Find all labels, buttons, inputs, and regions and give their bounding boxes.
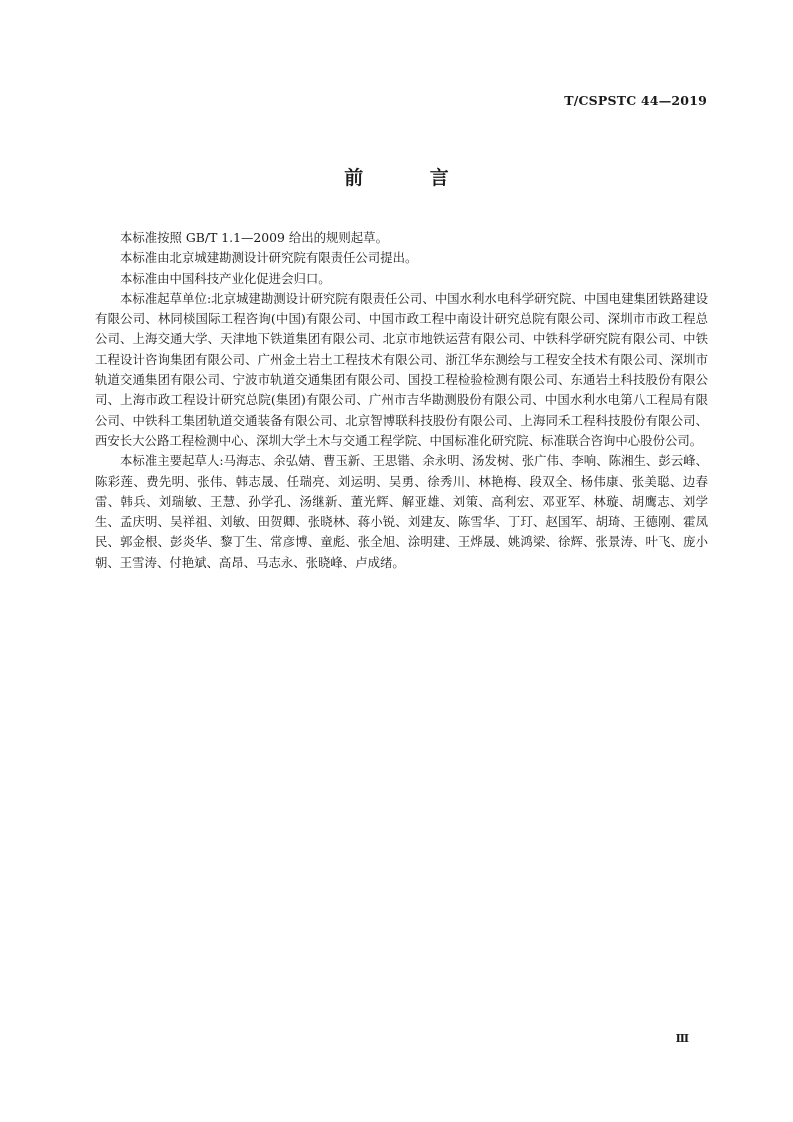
foreword-body — [95, 228, 708, 573]
page-number: Ⅲ — [675, 1032, 689, 1045]
page-title: 前 言 — [344, 167, 479, 189]
paragraph-proposer: 本标准由北京城建勘测设计研究院有限责任公司提出。 — [120, 250, 418, 266]
paragraph-drafters: 本标准主要起草人:马海志、余弘婧、曹玉新、王思锴、余永明、汤发树、张广伟、李响、陈湘生、彭云峰、陈彩莲、费先明、张伟、韩志晟、任瑞亮、刘运明、吴勇、徐秀川、林艳梅、段双全、杨伟康、张美聪、边春雷、韩兵、刘瑞敏、王慧、孙学孔、汤继新、董光辉、解亚雄、刘策、高利宏、邓亚军、林璇、胡鹰志、刘学生、孟庆明、吴祥祖、刘敏、田贺卿、张晓林、蒋小锐、刘建友、陈雪华、丁玎、赵国军、胡琦、王德刚、霍凤民、郭金根、彭炎华、黎丁生、常彦博、童彪、张全旭、涂明建、王烨晟、姚鸿梁、徐辉、张景涛、叶飞、庞小朝、王雪涛、付艳斌、高昂、马志永、张晓峰、卢成绪。 — [95, 453, 708, 570]
standard-number: T/CSPSTC 44—2019 — [564, 93, 707, 108]
paragraph-centralized: 本标准由中国科技产业化促进会归口。 — [120, 270, 331, 286]
paragraph-drafting-rules: 本标准按照 GB/T 1.1—2009 给出的规则起草。 — [120, 230, 388, 245]
paragraph-drafting-units: 本标准起草单位:北京城建勘测设计研究院有限责任公司、中国水利水电科学研究院、中国电建集团铁路建设有限公司、林同棪国际工程咨询(中国)有限公司、中国市政工程中南设计研究总院有限公司、深圳市市政工程总公司、上海交通大学、天津地下铁道集团有限公司、北京市地铁运营有限公司、中铁科学研究院有限公司、中铁工程设计咨询集团有限公司、广州金土岩土工程技术有限公司、浙江华东测绘与工程安全技术有限公司、深圳市轨道交通集团有限公司、宁波市轨道交通集团有限公司、国投工程检验检测有限公司、东通岩土科技股份有限公司、上海市政工程设计研究总院(集团)有限公司、广州市吉华勘测股份有限公司、中国水利水电第八工程局有限公司、中铁科工集团轨道交通装备有限公司、北京智博联科技股份有限公司、上海同禾工程科技股份有限公司、西安长大公路工程检测中心、深圳大学土木与交通工程学院、中国标准化研究院、标准联合咨询中心股份公司。 — [95, 290, 708, 448]
